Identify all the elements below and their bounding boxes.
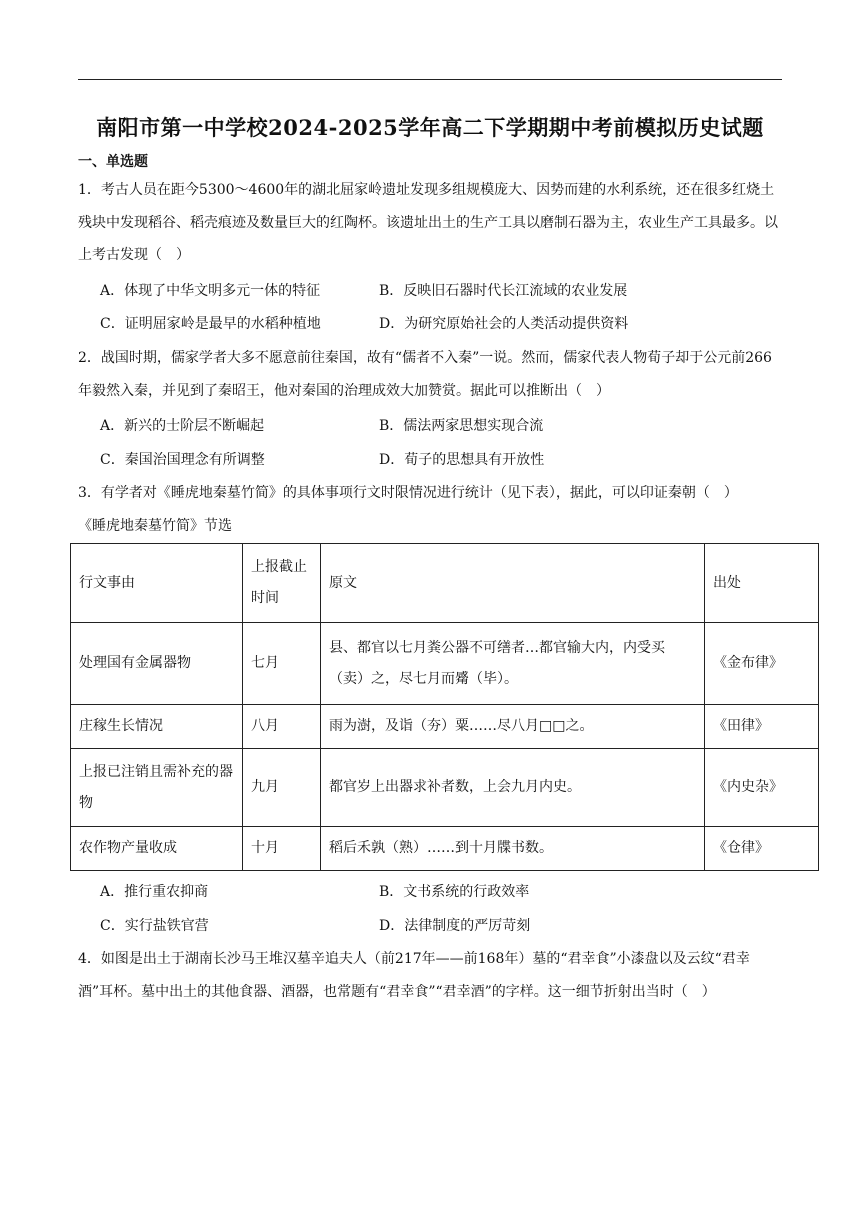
question-2-option-a[interactable]: A．新兴的士阶层不断崛起 [100, 418, 265, 434]
question-1-option-c[interactable]: C．证明屈家岭是最早的水稻种植地 [100, 316, 321, 332]
question-1-options-row-2 [100, 313, 780, 335]
table-row [71, 705, 819, 749]
table-cell: 《金布律》 [705, 623, 819, 705]
table-cell: 《田律》 [705, 705, 819, 749]
table-header-cell: 原文 [321, 544, 705, 623]
question-2-option-c[interactable]: C．秦国治国理念有所调整 [100, 452, 265, 468]
table-cell: 《仓律》 [705, 827, 819, 871]
question-3-stem: 3．有学者对《睡虎地秦墓竹简》的具体事项行文时限情况进行统计（见下表），据此，可以印证秦朝（ ） [78, 485, 738, 501]
question-3-option-c[interactable]: C．实行盐铁官营 [100, 918, 209, 934]
table-cell: 县、都官以七月粪公器不可缮者…都官输大内，内受买（卖）之，尽七月而觱（毕）。 [321, 623, 705, 705]
question-2-option-d[interactable]: D．荀子的思想具有开放性 [379, 452, 545, 468]
table-row [71, 623, 819, 705]
question-3-option-b[interactable]: B．文书系统的行政效率 [379, 884, 530, 900]
table-row [71, 749, 819, 827]
question-3-option-d[interactable]: D．法律制度的严厉苛刻 [379, 918, 531, 934]
table-caption: 《睡虎地秦墓竹简》节选 [78, 518, 232, 534]
table-cell: 处理国有金属器物 [71, 623, 243, 705]
question-1-stem: 1．考古人员在距今5300～4600年的湖北屈家岭遗址发现多组规模庞大、因势而建的水利系统，还在很多红烧土残块中发现稻谷、稻壳痕迹及数量巨大的红陶杯。该遗址出土的生产工具以磨制石器为主，农业生产工具最多。以上考古发现（ ） [78, 182, 778, 263]
question-3-option-a[interactable]: A．推行重农抑商 [100, 884, 209, 900]
table-cell: 雨为澍，及诣（夯）粟……尽八月□□之。 [321, 705, 705, 749]
question-2-option-b[interactable]: B．儒法两家思想实现合流 [379, 418, 544, 434]
question-2-stem: 2．战国时期，儒家学者大多不愿意前往秦国，故有“儒者不入秦”一说。然而，儒家代表人物荀子却于公元前266年毅然入秦，并见到了秦昭王，他对秦国的治理成效大加赞赏。据此可以推断出（ ） [78, 350, 772, 399]
table-header-cell: 上报截止时间 [243, 544, 321, 623]
question-1-option-a[interactable]: A．体现了中华文明多元一体的特征 [100, 283, 321, 299]
section-heading: 一、单选题 [78, 154, 148, 170]
question-1-option-d[interactable]: D．为研究原始社会的人类活动提供资料 [379, 316, 629, 332]
table-header-cell: 行文事由 [71, 544, 243, 623]
question-1-option-b[interactable]: B．反映旧石器时代长江流域的农业发展 [379, 283, 628, 299]
question-1-options-row-1 [100, 280, 780, 302]
table-cell: 庄稼生长情况 [71, 705, 243, 749]
table-row [71, 827, 819, 871]
table-cell: 上报已注销且需补充的器物 [71, 749, 243, 827]
question-2-options-row-1 [100, 415, 780, 437]
statute-deadline-table [70, 543, 819, 871]
table-cell: 九月 [243, 749, 321, 827]
question-3-options-row-2 [100, 915, 780, 937]
table-cell: 七月 [243, 623, 321, 705]
header-rule [78, 79, 782, 80]
table-header-row [71, 544, 819, 623]
question-4-stem: 4．如图是出土于湖南长沙马王堆汉墓辛追夫人（前217年——前168年）墓的“君幸食”小漆盘以及云纹“君幸酒”耳杯。墓中出土的其他食器、酒器，也常题有“君幸食”“君幸酒”的字样。这一细节折射出当时（ ） [78, 951, 750, 1000]
table-cell: 《内史杂》 [705, 749, 819, 827]
table-cell: 稻后禾孰（熟）……到十月牒书数。 [321, 827, 705, 871]
table-cell: 八月 [243, 705, 321, 749]
question-3-options-row-1 [100, 881, 780, 903]
question-2-options-row-2 [100, 449, 780, 471]
table-header-cell: 出处 [705, 544, 819, 623]
page-title: 南阳市第一中学校2024-2025学年高二下学期期中考前模拟历史试题 [96, 115, 764, 140]
table-cell: 都官岁上出器求补者数，上会九月内史。 [321, 749, 705, 827]
table-cell: 十月 [243, 827, 321, 871]
table-cell: 农作物产量收成 [71, 827, 243, 871]
